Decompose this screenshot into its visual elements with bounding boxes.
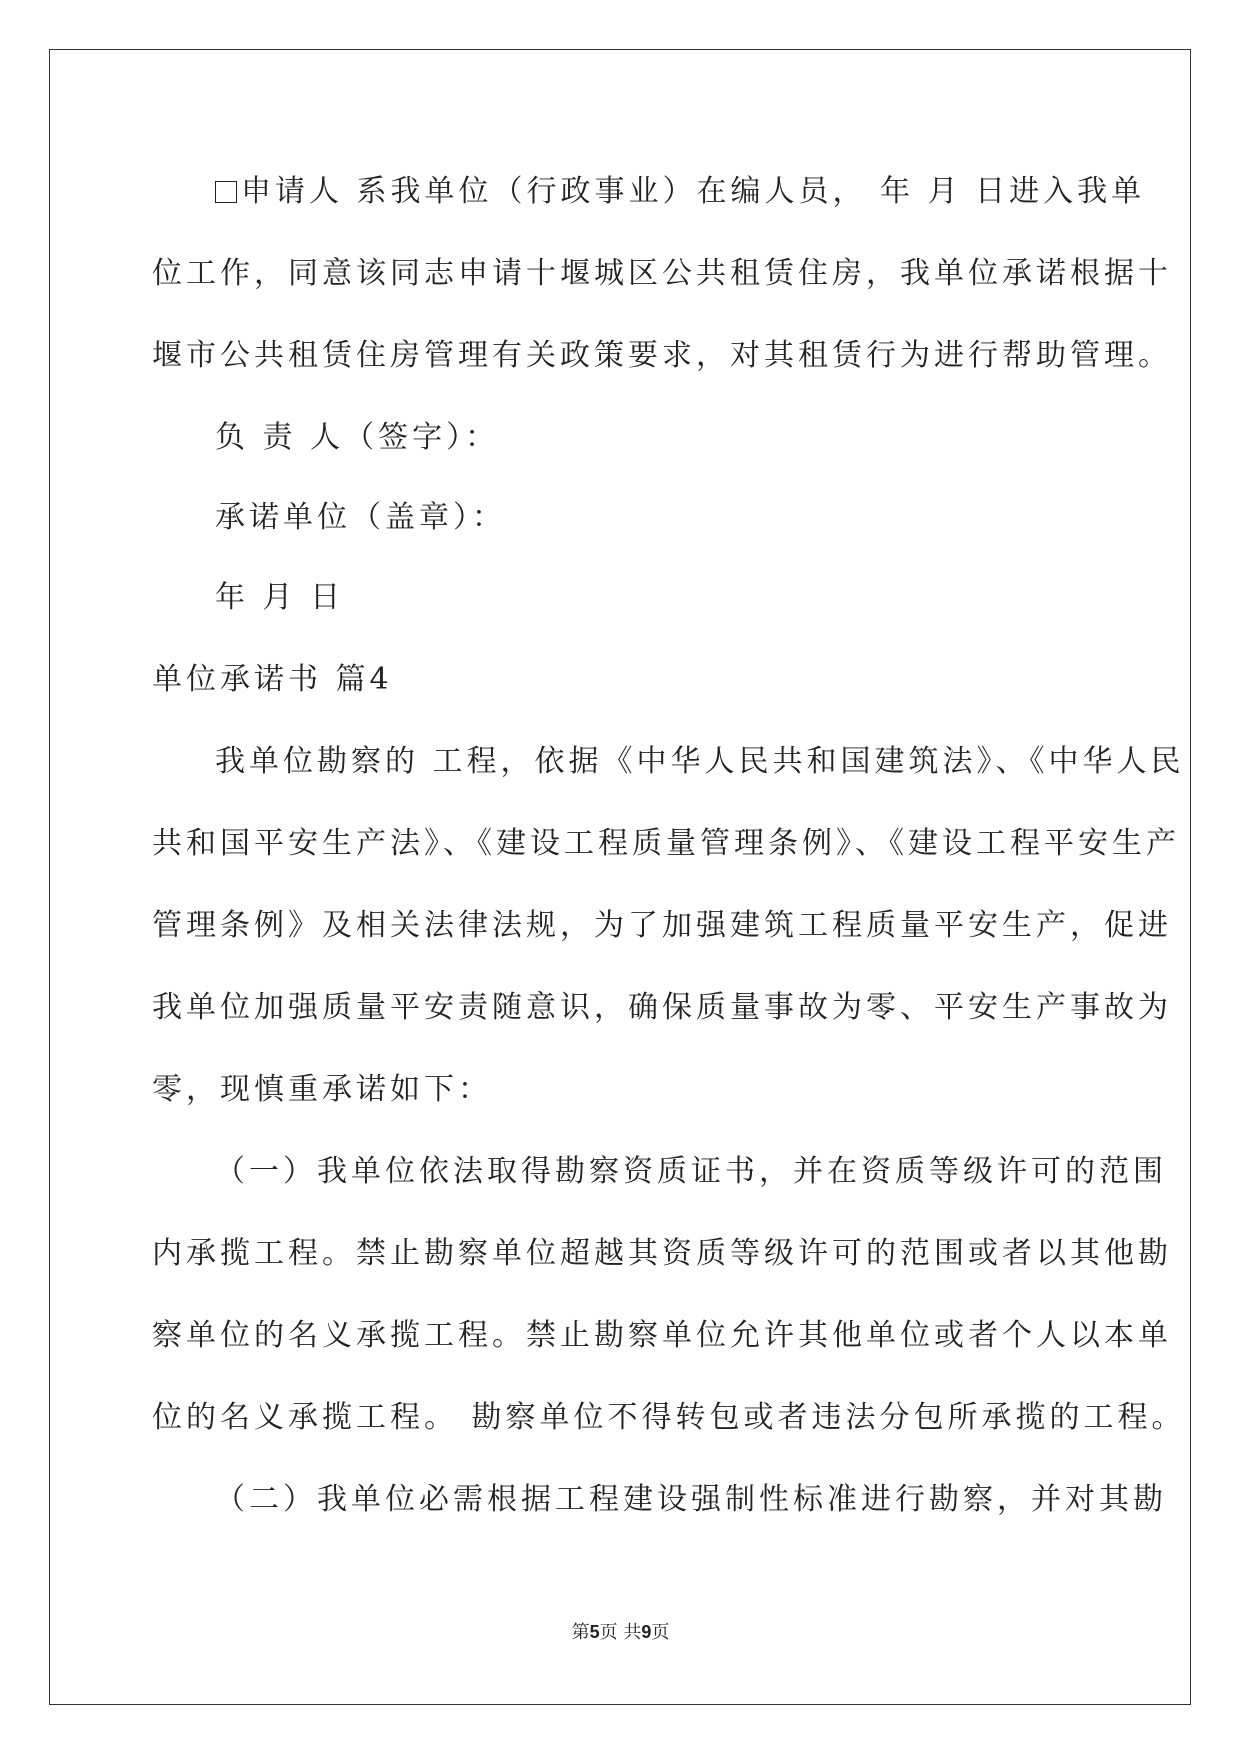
paragraph-4-line-1: （二）我单位必需根据工程建设强制性标准进行勘察，并对其勘 (215, 1482, 1167, 1517)
paragraph-2-line-1: 我单位勘察的 工程，依据《中华人民共和国建筑法》、《中华人民 (215, 744, 1185, 779)
paragraph-3-line-4: 位的名义承揽工程。 勘察单位不得转包或者违法分包所承揽的工程。 (152, 1400, 1186, 1435)
paragraph-2-line-5: 零，现慎重承诺如下： (152, 1072, 492, 1107)
checkbox-icon[interactable] (215, 181, 237, 203)
footer-prefix: 第 (571, 1622, 590, 1643)
signature-date: 年 月 日 (215, 580, 345, 615)
paragraph-2-line-3: 管理条例》及相关法律法规，为了加强建筑工程质量平安生产，促进 (152, 908, 1172, 943)
section-heading: 单位承诺书 篇4 (152, 662, 393, 697)
paragraph-1-line-1: 申请人 系我单位（行政事业）在编人员， 年 月 日进入我单 (215, 172, 1145, 212)
paragraph-2-line-4: 我单位加强质量平安责随意识，确保质量事故为零、平安生产事故为 (152, 990, 1172, 1025)
page-footer (0, 1620, 1241, 1645)
paragraph-3-line-1: （一）我单位依法取得勘察资质证书，并在资质等级许可的范围 (215, 1154, 1167, 1189)
footer-suffix: 页 (651, 1622, 670, 1643)
paragraph-3-line-3: 察单位的名义承揽工程。禁止勘察单位允许其他单位或者个人以本单 (152, 1318, 1172, 1353)
paragraph-1-line-3: 堰市公共租赁住房管理有关政策要求，对其租赁行为进行帮助管理。 (152, 338, 1172, 373)
paragraph-1-line-2: 位工作，同意该同志申请十堰城区公共租赁住房，我单位承诺根据十 (152, 256, 1172, 291)
footer-total-pages: 9 (641, 1622, 652, 1642)
responsible-person-signature: 负 责 人（签字）： (215, 420, 500, 455)
footer-current-page: 5 (589, 1622, 600, 1642)
unit-seal: 承诺单位（盖章）： (215, 500, 506, 535)
footer-mid: 页 共 (599, 1622, 642, 1643)
paragraph-2-line-2: 共和国平安生产法》、《建设工程质量管理条例》、《建设工程平安生产 (152, 826, 1180, 861)
page-border (49, 49, 1191, 1705)
paragraph-3-line-2: 内承揽工程。禁止勘察单位超越其资质等级许可的范围或者以其他勘 (152, 1236, 1172, 1271)
